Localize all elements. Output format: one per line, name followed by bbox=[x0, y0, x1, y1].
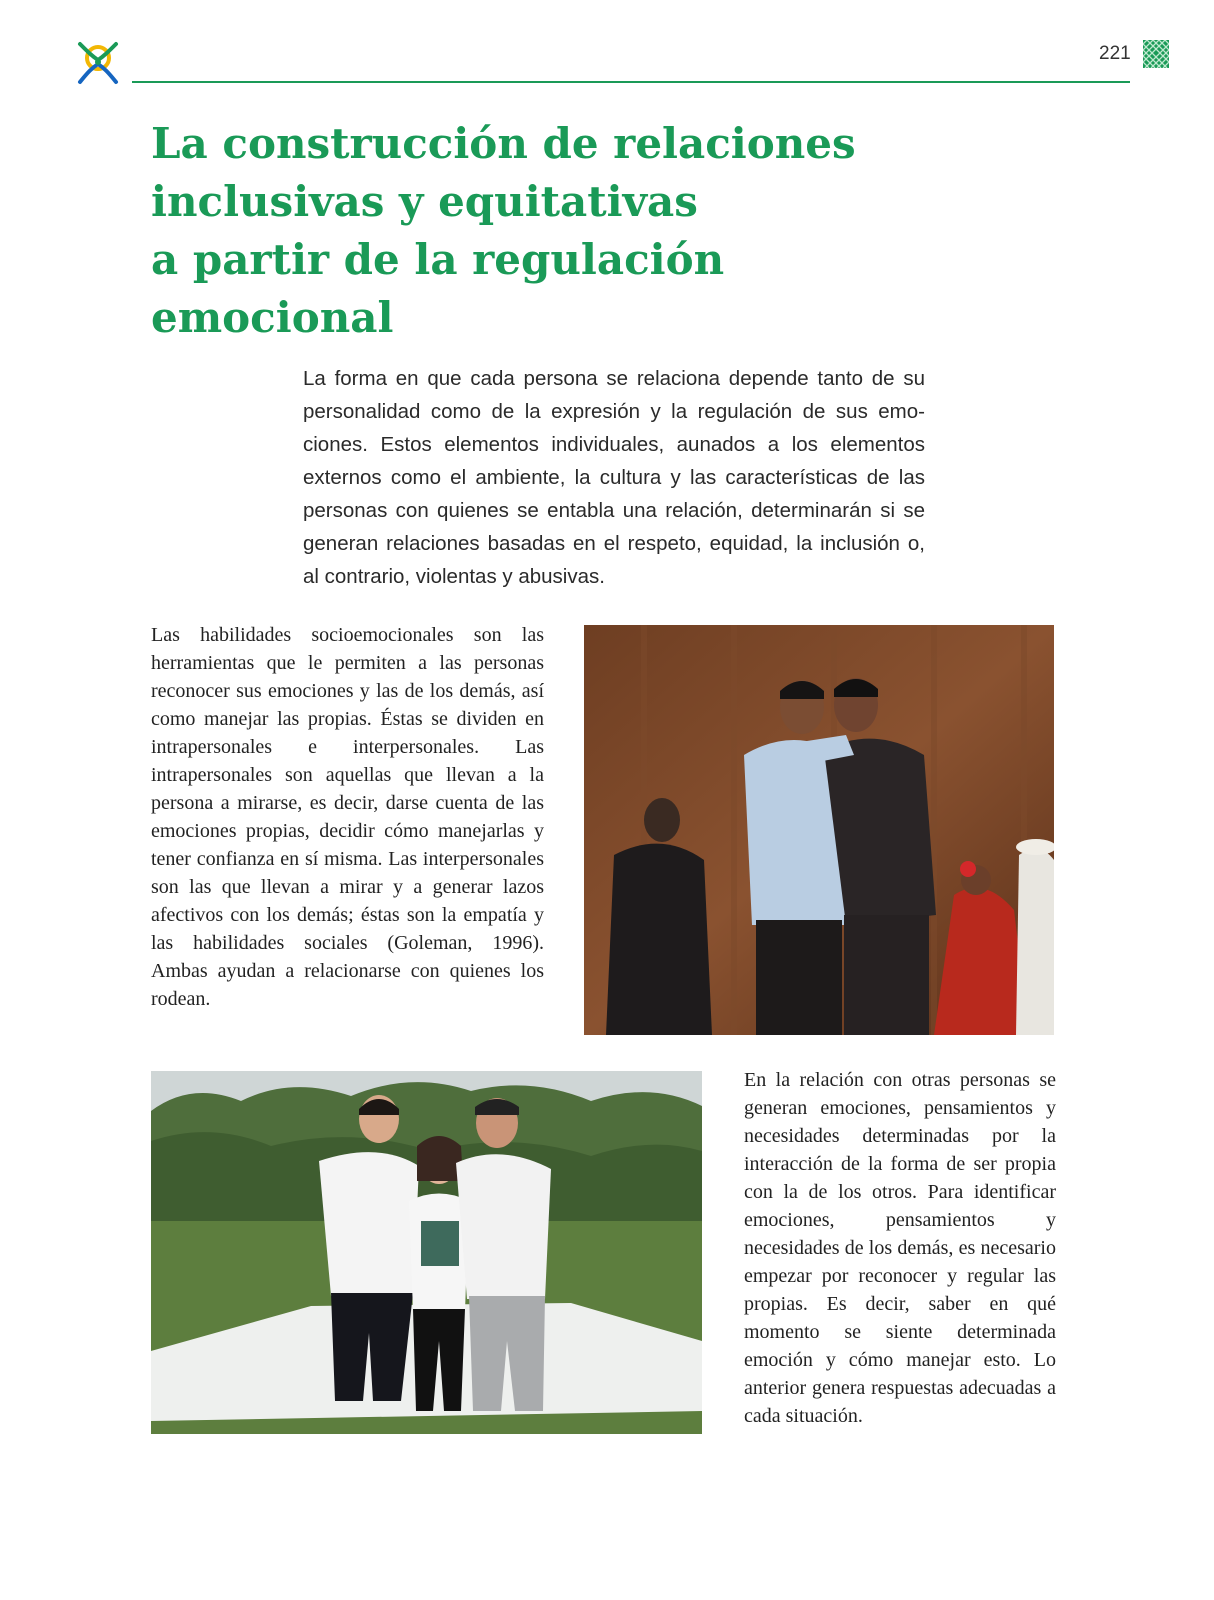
green-pattern-icon bbox=[1143, 40, 1169, 68]
title-line: inclusivas y equitativas bbox=[151, 177, 698, 226]
interlinked-figures-logo-icon bbox=[74, 38, 122, 86]
title-line: emocional bbox=[151, 293, 394, 342]
right-column-paragraph: En la relación con otras personas se generan emociones, pensamientos y necesidades determinadas por la interacción de la forma de ser propia con la de los otros. Para identificar emociones, pensamientos y necesidades de los demás, es necesario empezar por reconocer y regular las propias. Es decir, saber en qué momento se siente determinada emoción y cómo manejar esto. Lo anterior genera respuestas adecuadas a cada situación. bbox=[744, 1069, 1056, 1427]
title-line: La construcción de relaciones bbox=[151, 119, 856, 168]
title-line: a partir de la regulación bbox=[151, 235, 725, 284]
left-column-paragraph: Las habilidades socioemocionales son las herramientas que le permiten a las personas reconocer sus emociones y las de los demás, así como manejar las propias. Éstas se dividen en intrapersonales e interpersonales. Las intrapersonales son aquellas que llevan a la persona a mirarse, es decir, darse cuenta de las emociones propias, decidir cómo manejarlas y tener confianza en sí misma. Las interpersonales son las que llevan a mirar y a generar lazos afectivos con los demás; éstas son la empatía y las habilidades sociales (Goleman, 1996). Ambas ayudan a relacionarse con quienes los rodean. bbox=[151, 624, 544, 1010]
three-friends-photo bbox=[151, 1071, 702, 1434]
intro-paragraph: La forma en que cada persona se relaciona depende tanto de su personalidad como de la expresión y la regulación de sus emociones. Estos elementos individuales, aunados a los elementos externos como el ambiente, la cultura y las características de las personas con quienes se entabla una relación, determinarán si se generan relaciones basadas en el respeto, equidad, la inclusión o, al contrario, violentas y abusivas. bbox=[303, 367, 925, 588]
header-rule bbox=[132, 81, 1130, 83]
page-title bbox=[151, 115, 911, 347]
page-number: 221 bbox=[1099, 43, 1131, 64]
dancing-couple-photo bbox=[584, 625, 1054, 1035]
